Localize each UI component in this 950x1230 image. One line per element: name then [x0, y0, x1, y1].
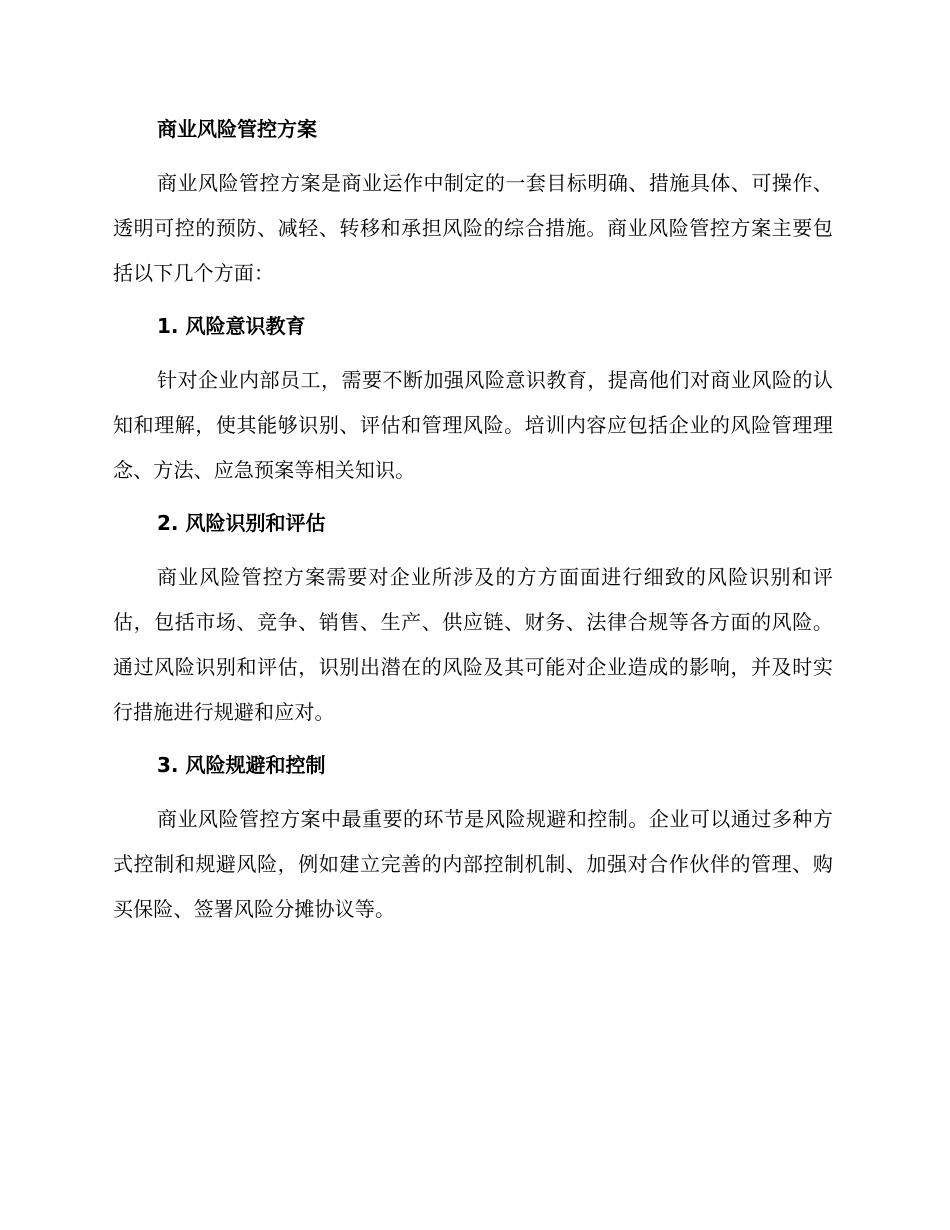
- section-heading-3: 3. 风险规避和控制: [157, 753, 326, 777]
- intro-paragraph: 商业风险管控方案是商业运作中制定的一套目标明确、措施具体、可操作、透明可控的预防、减轻、转移和承担风险的综合措施。商业风险管控方案主要包括以下几个方面：: [113, 171, 833, 285]
- spacer: [113, 735, 833, 748]
- spacer: [113, 782, 833, 797]
- spacer: [113, 493, 833, 506]
- section-body-2: 商业风险管控方案需要对企业所涉及的方方面面进行细致的风险识别和评估，包括市场、竞争、销售、生产、供应链、财务、法律合规等各方面的风险。通过风险识别和评估，识别出潜在的风险及其可能对企业造成的影响，并及时实行措施进行规避和应对。: [113, 565, 833, 724]
- document-title: 商业风险管控方案: [157, 117, 317, 141]
- spacer: [113, 540, 833, 555]
- section-body-3: 商业风险管控方案中最重要的环节是风险规避和控制。企业可以通过多种方式控制和规避风险，例如建立完善的内部控制机制、加强对合作伙伴的管理、购买保险、签署风险分摊协议等。: [113, 807, 833, 921]
- section-heading-2: 2. 风险识别和评估: [157, 511, 326, 535]
- document-body: [113, 112, 833, 932]
- spacer: [113, 343, 833, 358]
- section-heading-1: 1. 风险意识教育: [157, 314, 306, 338]
- spacer: [113, 146, 833, 161]
- section-body-1: 针对企业内部员工，需要不断加强风险意识教育，提高他们对商业风险的认知和理解，使其能够识别、评估和管理风险。培训内容应包括企业的风险管理理念、方法、应急预案等相关知识。: [113, 368, 833, 482]
- spacer: [113, 296, 833, 309]
